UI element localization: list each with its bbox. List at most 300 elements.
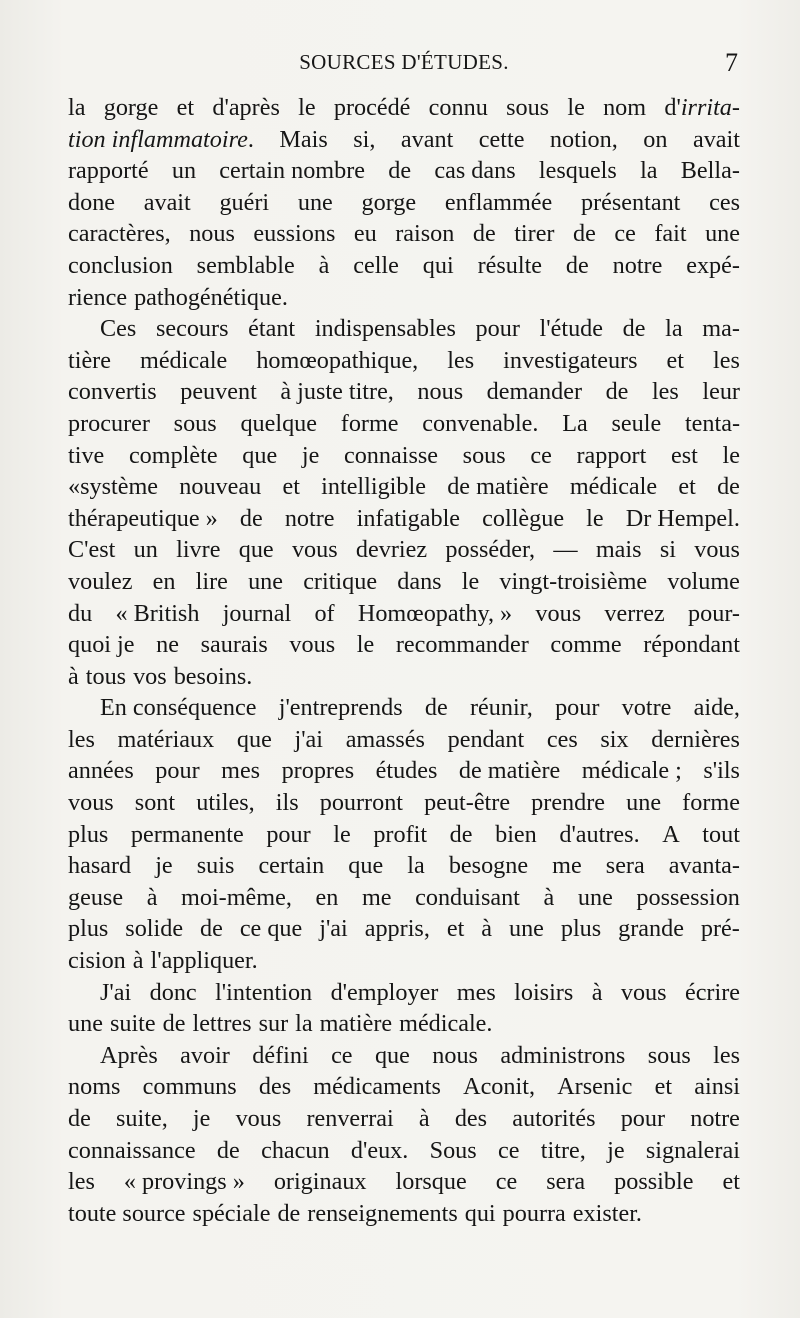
word: les (68, 1168, 95, 1196)
word: médicale (140, 346, 228, 374)
word: vous (535, 599, 582, 627)
word: de (717, 473, 740, 501)
word: d'employer (330, 978, 439, 1006)
word: quoi je (68, 631, 135, 659)
word: est (671, 441, 698, 469)
word: présentant (581, 188, 681, 216)
text-line (68, 376, 740, 408)
word: moi-même, (181, 883, 292, 911)
word: gorge (103, 94, 159, 121)
word: grande (618, 915, 684, 943)
word: les (713, 1041, 740, 1069)
word: la (68, 94, 86, 121)
word: solide (125, 915, 184, 943)
word: à (132, 947, 144, 975)
word: Mais (279, 125, 328, 153)
word: ce que (239, 915, 303, 943)
text-line (68, 598, 740, 630)
word: Dr Hempel. (625, 504, 740, 532)
word: saurais (200, 631, 268, 659)
word: investigateurs (503, 346, 638, 374)
word: médicale (569, 473, 658, 501)
word: journal (222, 599, 292, 627)
text-line (68, 661, 740, 693)
word: notre (690, 1105, 740, 1132)
word: des (454, 1105, 488, 1132)
word: tive (68, 441, 105, 469)
word: avait (692, 125, 740, 153)
word: tous (85, 662, 127, 690)
word: à (68, 662, 79, 690)
word: une (68, 1010, 103, 1038)
word: — (553, 536, 578, 564)
word: une (577, 883, 613, 911)
word: la (640, 157, 658, 185)
word: matériaux (117, 725, 215, 753)
word: loisirs (514, 978, 574, 1006)
word: convenable. (422, 409, 539, 437)
word: administrons (500, 1041, 626, 1069)
text-line (68, 187, 740, 219)
word: « British (115, 599, 200, 627)
word: dernières (651, 725, 740, 753)
word: plus (560, 915, 602, 943)
text-line (68, 503, 740, 535)
word: à (318, 251, 330, 279)
word: gorge (361, 188, 417, 216)
word: nouveau (179, 473, 262, 501)
word: on (643, 125, 668, 153)
word: notion, (549, 125, 618, 153)
word: j'ai (294, 725, 324, 753)
word: fait (654, 220, 687, 248)
word: sous (506, 94, 550, 121)
word: Homœopathy, » (357, 599, 513, 627)
word: répondant (643, 631, 740, 659)
word: suite, (116, 1105, 168, 1132)
text-line (68, 1198, 740, 1230)
word: En conséquence (100, 694, 257, 722)
word: chacun (261, 1136, 330, 1164)
word: vous (694, 536, 740, 564)
word: ne (156, 631, 179, 659)
word: me (361, 883, 392, 911)
word: j'entreprends (278, 694, 403, 722)
word: de (622, 315, 646, 343)
word: critique (303, 567, 378, 595)
text-line (68, 692, 740, 724)
word: celle (353, 251, 399, 279)
word: à (146, 883, 158, 911)
word: à juste titre, (280, 378, 394, 406)
word: d'eux. (350, 1136, 409, 1164)
word: matière (319, 1010, 393, 1038)
word: les (68, 725, 95, 753)
word: ce (331, 1041, 353, 1069)
text-line (68, 1166, 740, 1198)
text-line (68, 1008, 740, 1040)
word: toute source (68, 1199, 186, 1227)
word: lettres (192, 1010, 252, 1038)
word: sera (546, 1168, 586, 1196)
word: un (171, 157, 197, 185)
word: vous (620, 978, 667, 1006)
word: procédé (333, 94, 411, 121)
word: J'ai (100, 978, 132, 1006)
word: un (133, 536, 158, 564)
word: ils (275, 789, 299, 817)
word: amassés (345, 725, 425, 753)
word: l'appliquer. (150, 947, 258, 975)
word: pour (555, 694, 600, 722)
text-line (68, 755, 740, 787)
word: médicale ; (581, 757, 682, 785)
word: le (586, 504, 604, 532)
word: posséder, (445, 536, 536, 564)
word: qui (464, 1199, 496, 1227)
word: que (374, 1041, 410, 1069)
word: voulez (68, 567, 133, 595)
word: que (348, 852, 384, 880)
paragraph-p3 (68, 692, 740, 976)
word: médicaments (313, 1073, 441, 1101)
word: volume (667, 567, 740, 595)
word: ainsi (694, 1073, 740, 1101)
word: vingt-troisième (499, 567, 648, 595)
text-line (68, 282, 740, 314)
word: sur (258, 1010, 289, 1038)
word: recommander (395, 631, 529, 659)
word: en (152, 567, 176, 595)
paragraph-p1 (68, 92, 740, 313)
text-line (68, 471, 740, 503)
word: et (678, 473, 696, 501)
word: A (662, 820, 680, 848)
word: tirer (514, 220, 555, 248)
word: à (543, 883, 555, 911)
word: tout (702, 820, 740, 848)
word: et (446, 915, 465, 943)
word: cision (68, 947, 126, 975)
word: seule (611, 409, 662, 437)
word: le (567, 94, 585, 121)
word: avanta- (668, 852, 740, 880)
text-line (68, 155, 740, 187)
word: C'est (68, 536, 116, 564)
text-line (68, 250, 740, 282)
word: pourront (319, 789, 404, 817)
word: vous (291, 536, 338, 564)
text-line (68, 218, 740, 250)
word: mais (595, 536, 642, 564)
word: notre (284, 504, 335, 532)
running-title: SOURCES D'ÉTUDES. (299, 50, 509, 74)
word: sont (134, 789, 176, 817)
word: de matière (447, 473, 549, 501)
word: prendre (531, 789, 606, 817)
word: notre (612, 251, 663, 279)
text-line (68, 313, 740, 345)
word: réunir, (469, 694, 533, 722)
word: forme (340, 409, 399, 437)
text-line (68, 92, 740, 124)
word: étant (248, 315, 296, 343)
word: rapporté (68, 157, 149, 185)
word: devriez (355, 536, 428, 564)
word: convertis (68, 378, 157, 406)
word: une (297, 188, 333, 216)
word: sous (462, 441, 506, 469)
text-line (68, 724, 740, 756)
word: connu (428, 94, 488, 121)
word: Aconit, (463, 1073, 535, 1101)
word: exister. (572, 1199, 642, 1227)
word: dans (397, 567, 442, 595)
word: Après (100, 1041, 158, 1069)
word: conclusion (68, 251, 173, 279)
word: peuvent (180, 378, 257, 406)
word: et (722, 1168, 740, 1196)
word: mes (456, 978, 496, 1006)
word: de matière (458, 757, 561, 785)
word: complète (128, 441, 218, 469)
word: geuse (68, 883, 124, 911)
word: pour (266, 820, 311, 848)
word: renverrai (306, 1105, 394, 1132)
word: intelligible (321, 473, 426, 501)
word: votre (621, 694, 672, 722)
word: le (356, 631, 375, 659)
word: pour (475, 315, 520, 343)
word: besoins. (173, 662, 253, 690)
page-number: 7 (725, 48, 738, 77)
word: Bella- (680, 157, 740, 185)
word: nom (603, 94, 647, 121)
word: le (298, 94, 316, 121)
word: suite (109, 1010, 156, 1038)
text-line (68, 629, 740, 661)
word: connaissance (68, 1136, 196, 1164)
text-line (68, 945, 740, 977)
word: me (552, 852, 582, 880)
word: le (461, 567, 480, 595)
word: originaux (273, 1168, 367, 1196)
word: donc (149, 978, 197, 1006)
word: de (424, 694, 448, 722)
word: lire (195, 567, 228, 595)
word: sous (647, 1041, 691, 1069)
word: ces (546, 725, 578, 753)
word: de (449, 820, 473, 848)
text-line (68, 1040, 740, 1072)
word: appris, (364, 915, 430, 943)
word: une (508, 915, 544, 943)
text-line (68, 850, 740, 882)
word: semblable (196, 251, 295, 279)
word: la (295, 1010, 313, 1038)
word: titre, (540, 1136, 586, 1164)
word: de (200, 915, 223, 943)
word: que (242, 441, 278, 469)
word: «système (68, 473, 159, 501)
word: et (176, 94, 195, 121)
word: quelque (240, 409, 318, 437)
paragraph-p4 (68, 977, 740, 1040)
word: nous (189, 220, 235, 248)
word: des (258, 1073, 292, 1101)
word: je (301, 441, 320, 469)
word: comme (550, 631, 622, 659)
word: ce (498, 1136, 520, 1164)
word: ces (709, 188, 740, 216)
word: en (315, 883, 339, 911)
word: spéciale (192, 1199, 271, 1227)
word: tion inflammatoire. (68, 125, 254, 153)
word: rience (68, 283, 128, 311)
word: renseignements (307, 1199, 458, 1227)
text-line (68, 534, 740, 566)
word: besogne (448, 852, 529, 880)
word: propres (281, 757, 355, 785)
word: j'ai (319, 915, 348, 943)
word: ma- (702, 315, 740, 343)
text-line (68, 977, 740, 1009)
word: hasard (68, 852, 132, 880)
text-line (68, 913, 740, 945)
word: rapport (576, 441, 647, 469)
word: expé- (686, 251, 740, 279)
word: livre (176, 536, 221, 564)
word: indispensables (314, 315, 456, 343)
word: ce (495, 1168, 518, 1196)
word: sera (605, 852, 645, 880)
word: permanente (130, 820, 244, 848)
word: six (600, 725, 629, 753)
word: et (666, 346, 685, 374)
word: certain (258, 852, 325, 880)
word: aide, (693, 694, 740, 722)
text-line (68, 440, 740, 472)
text-line (68, 345, 740, 377)
word: secours (155, 315, 229, 343)
word: de (216, 1136, 240, 1164)
word: leur (702, 378, 740, 406)
word: homœopathique, (256, 346, 419, 374)
word: suis (196, 852, 235, 880)
word: noms (68, 1073, 121, 1101)
word: certain nombre (219, 157, 366, 185)
word: d'irrita- (664, 94, 740, 121)
word: bien (495, 820, 537, 848)
text-line (68, 1135, 740, 1167)
word: vous (68, 789, 114, 817)
word: à (481, 915, 493, 943)
word: si, (353, 125, 376, 153)
word: pour- (688, 599, 740, 627)
word: les (713, 346, 740, 374)
paragraph-p2 (68, 313, 740, 692)
word: eussions (253, 220, 336, 248)
word: de (388, 157, 412, 185)
word: possible (614, 1168, 694, 1196)
word: de (162, 1010, 186, 1038)
word: ce (530, 441, 552, 469)
word: de (472, 220, 496, 248)
word: enflammée (444, 188, 553, 216)
word: done (68, 188, 116, 216)
word: Arsenic (557, 1073, 633, 1101)
word: ce (614, 220, 636, 248)
word: pré- (700, 915, 740, 943)
word: tière (68, 346, 111, 374)
word: vos (133, 662, 167, 690)
text-line (68, 819, 740, 851)
text-line (68, 124, 740, 156)
word: pour (620, 1105, 666, 1132)
word: caractères, (68, 220, 171, 248)
word: La (562, 409, 588, 437)
text-line (68, 1103, 740, 1135)
word: du (68, 599, 93, 627)
word: la (665, 315, 683, 343)
word: de (68, 1105, 91, 1132)
word: l'intention (215, 978, 313, 1006)
text-line (68, 882, 740, 914)
word: je (607, 1136, 625, 1164)
word: lorsque (395, 1168, 467, 1196)
word: peut-être (424, 789, 511, 817)
word: demander (486, 378, 583, 406)
word: avait (143, 188, 191, 216)
word: d'autres. (559, 820, 640, 848)
word: possession (636, 883, 740, 911)
text-line (68, 787, 740, 819)
word: de (239, 504, 263, 532)
word: cette (478, 125, 525, 153)
word: verrez (604, 599, 665, 627)
word: procurer (68, 409, 150, 437)
word: « provings » (123, 1168, 245, 1196)
word: à (591, 978, 603, 1006)
word: que (238, 536, 274, 564)
word: études (375, 757, 438, 785)
word: résulte (477, 251, 543, 279)
word: nous (417, 378, 464, 406)
word: eu (353, 220, 377, 248)
word: collègue (482, 504, 565, 532)
word: plus (68, 820, 109, 848)
word: pourra (502, 1199, 566, 1227)
word: qui (422, 251, 454, 279)
text-line (68, 408, 740, 440)
word: je (192, 1105, 211, 1132)
word: sous (173, 409, 217, 437)
word: forme (682, 789, 740, 817)
word: nous (432, 1041, 478, 1069)
word: infatigable (356, 504, 461, 532)
word: une (248, 567, 284, 595)
word: Ces (100, 315, 137, 343)
word: je (155, 852, 173, 880)
word: pour (155, 757, 200, 785)
word: avant (400, 125, 454, 153)
word: avoir (180, 1041, 230, 1069)
word: conduisant (415, 883, 520, 911)
word: une (705, 220, 740, 248)
word: de (277, 1199, 301, 1227)
word: médicale. (399, 1010, 493, 1038)
word: plus (68, 915, 109, 943)
